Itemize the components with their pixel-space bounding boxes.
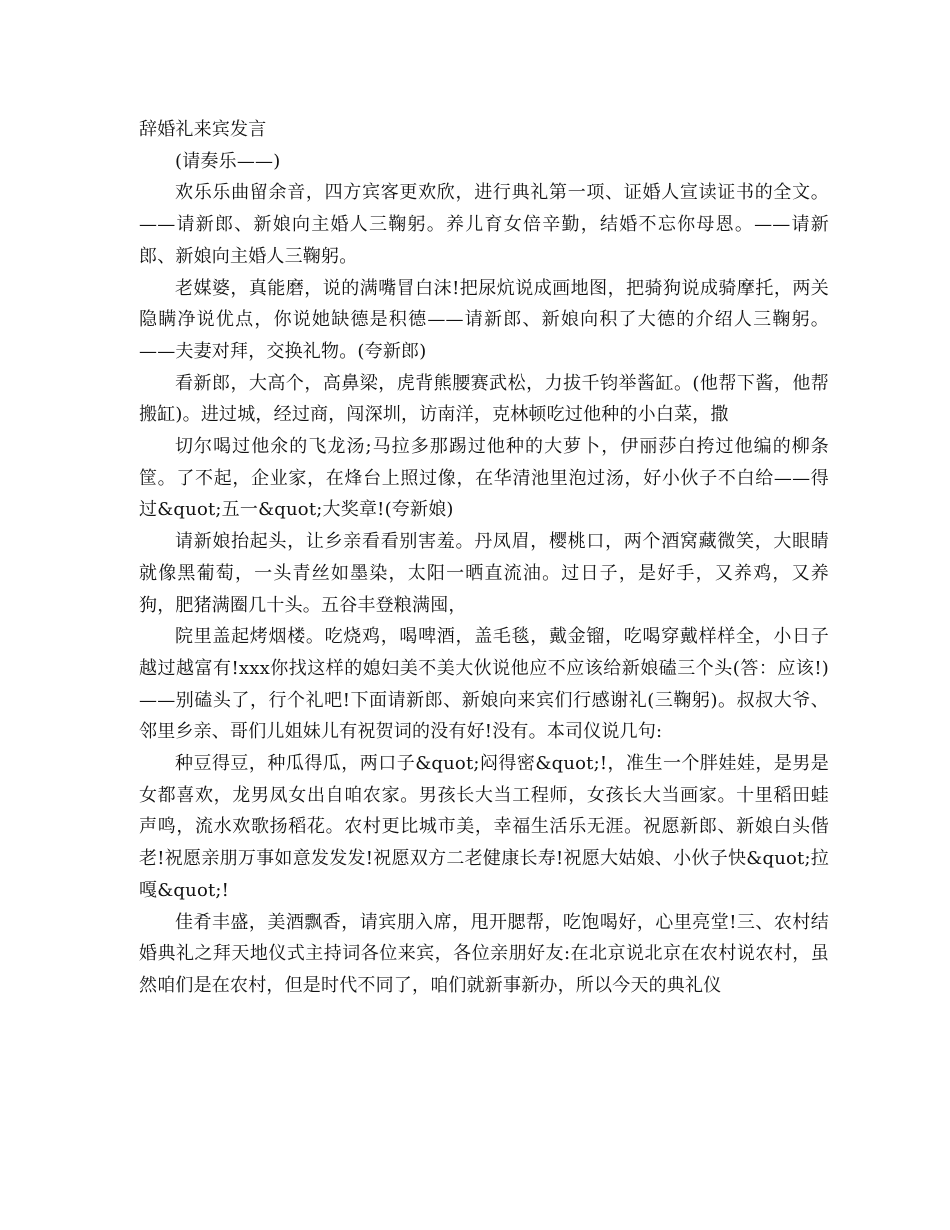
paragraph: 请新娘抬起头，让乡亲看看别害羞。丹凤眉，樱桃口，两个酒窝藏微笑，大眼睛就像黑葡萄，一头青丝如墨染，太阳一晒直流油。过日子，是好手，又养鸡，又养狗，肥猪满圈几十头。五谷丰登粮满囤， [139, 531, 829, 616]
paragraph: 院里盖起烤烟楼。吃烧鸡，喝啤酒，盖毛毯，戴金镏，吃喝穿戴样样全，小日子越过越富有!xxx你找这样的媳妇美不美大伙说他应不应该给新娘磕三个头(答：应该!)——别磕头了，行个礼吧!下面请新郎、新娘向来宾们行感谢礼(三鞠躬)。叔叔大爷、邻里乡亲、哥们儿姐妹儿有祝贺词的没有好!没有。本司仪说几句: [139, 626, 829, 743]
document-page [139, 114, 829, 1002]
paragraph: (请奏乐——) [175, 150, 281, 172]
paragraph: 切尔喝过他氽的飞龙汤;马拉多那踢过他种的大萝卜，伊丽莎白挎过他编的柳条筐。了不起，企业家，在烽台上照过像，在华清池里泡过汤，好小伙子不白给——得过&quot;五一&quot;大奖章!(夸新娘) [139, 436, 829, 521]
paragraph: 欢乐乐曲留余音，四方宾客更欢欣，进行典礼第一项、证婚人宣读证书的全文。——请新郎、新娘向主婚人三鞠躬。养儿育女倍辛勤，结婚不忘你母恩。——请新郎、新娘向主婚人三鞠躬。 [139, 182, 829, 267]
paragraph: 种豆得豆，种瓜得瓜，两口子&quot;闷得密&quot;!，准生一个胖娃娃，是男是女都喜欢，龙男凤女出自咱农家。男孩长大当工程师，女孩长大当画家。十里稻田蛙声鸣，流水欢歌扬稻花。农村更比城市美，幸福生活乐无涯。祝愿新郎、新娘白头偕老!祝愿亲朋万事如意发发发!祝愿双方二老健康长寿!祝愿大姑娘、小伙子快&quot;拉嘎&quot;! [139, 753, 829, 901]
paragraph: 佳肴丰盛，美酒飘香，请宾朋入席，甩开腮帮，吃饱喝好，心里亮堂!三、农村结婚典礼之拜天地仪式主持词各位来宾，各位亲朋好友:在北京说北京在农村说农村，虽然咱们是在农村，但是时代不同了，咱们就新事新办，所以今天的典礼仪 [139, 911, 829, 996]
document-title: 辞婚礼来宾发言 [139, 119, 267, 140]
paragraph: 看新郎，大高个，高鼻梁，虎背熊腰赛武松，力拔千钧举酱缸。(他帮下酱，他帮搬缸)。进过城，经过商，闯深圳，访南洋，克林顿吃过他种的小白菜，撒 [139, 372, 829, 426]
paragraph: 老媒婆，真能磨，说的满嘴冒白沫!把尿炕说成画地图，把骑狗说成骑摩托，两关隐瞒净说优点，你说她缺德是积德——请新郎、新娘向积了大德的介绍人三鞠躬。——夫妻对拜，交换礼物。(夸新郎) [139, 277, 829, 362]
